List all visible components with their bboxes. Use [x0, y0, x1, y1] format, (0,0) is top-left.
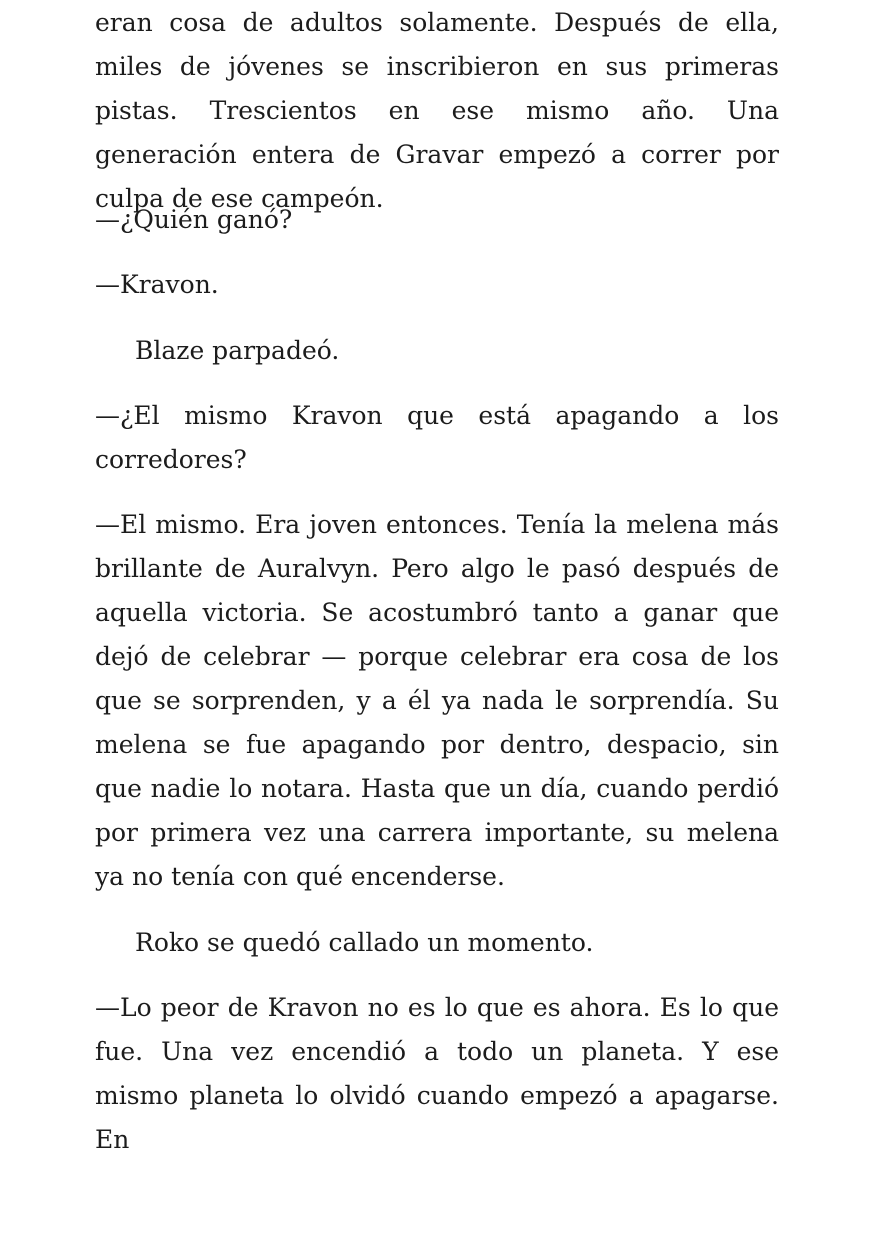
- dialogue-line: —¿El mismo Kravon que está apagando a los corredores?: [95, 401, 779, 474]
- dialogue-paragraph: —El mismo. Era joven entonces. Tenía la melena más brillante de Auralvyn. Pero algo le pasó después de aquella victoria. Se acostumbró tanto a ganar que dejó de celebrar — porque celebrar era cosa de los que se sorprenden, y a él ya nada le sorprendía. Su melena se fue apagando por dentro, despacio, sin que nadie lo notara. Hasta que un día, cuando perdió por primera vez una carrera importante, su melena ya no tenía con qué encenderse.: [95, 510, 779, 891]
- dialogue-line: —¿Quién ganó?: [95, 205, 293, 234]
- narration-line: Roko se quedó callado un momento.: [135, 928, 594, 957]
- paragraph-continuation: eran cosa de adultos solamente. Después de ella, miles de jóvenes se inscribieron en sus primeras pistas. Trescientos en ese mismo año. Una generación entera de Gravar empezó a correr por culpa de ese campeón.: [95, 8, 779, 213]
- dialogue-line: —Kravon.: [95, 270, 219, 299]
- dialogue-paragraph: —Lo peor de Kravon no es lo que es ahora. Es lo que fue. Una vez encendió a todo un planeta. Y ese mismo planeta lo olvidó cuando empezó a apagarse. En: [95, 993, 779, 1154]
- narration-line: Blaze parpadeó.: [135, 336, 340, 365]
